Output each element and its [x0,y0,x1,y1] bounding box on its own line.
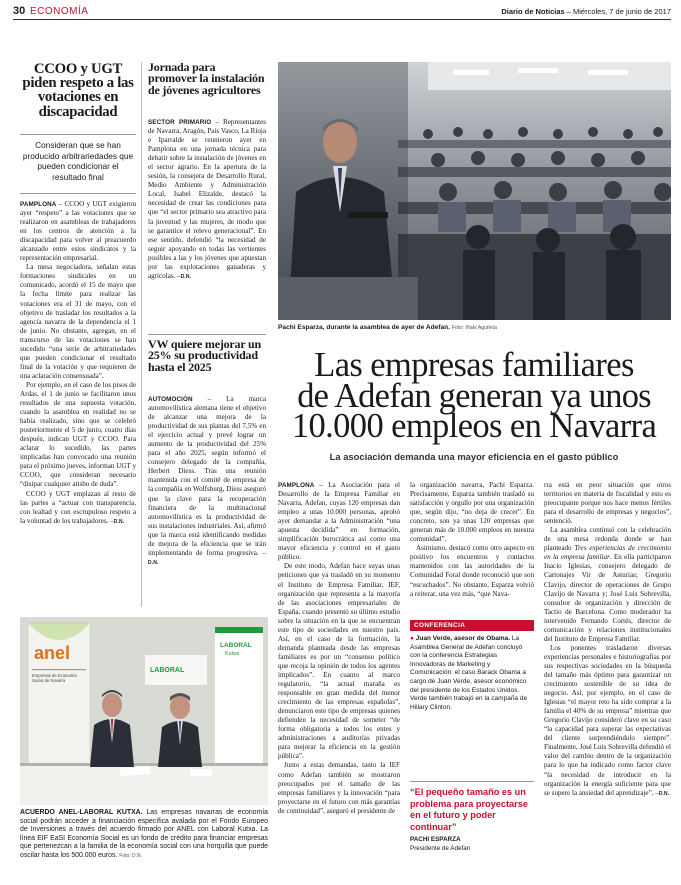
main-col3-p2-italic: Tres experiencias de crecimiento en la empresa familiar [544,544,671,562]
brief-ccoo [20,62,136,119]
brief-ccoo-signature: D.N. [113,518,125,525]
conferencia-body: La Asamblea General de Adefan concluyó con la conferencia Estrategias Innovadoras de Marketing y Comunicación: el caso Barack Obama a cargo de Juan Verde, asesor económico del presidente de los Estados Unidos. Verde también trabajó en la campaña de Hillary Clinton. [410,635,528,711]
deck-rule-top [20,134,136,135]
brief-vw-body [148,395,266,568]
main-col3-p2a: La asamblea continuó con la celebración de una mesa redonda donde se han planteado [544,526,671,553]
brief-ccoo-deck: Consideran que se han producido arbitrariedades que pueden condicionar el resultado final [22,140,134,182]
laboral-logo-text: LABORAL [220,642,252,649]
kutxa-logo-text: Kutxa [225,651,240,657]
main-col1-p1: – La Asociación para el Desarrollo de la Empresa Familiar en Navarra, Adefan, cuyas 120 empresas dan empleo a unas 10.000 personas, aprobó ayer demandar a la Administración “una apuesta decidida” en formación, simplificación burocrática así como una mayor eficiencia y control en el gasto público. [278,481,400,562]
anel-photo-caption [20,809,268,861]
main-headline-line1: Las empresas familiares [314,346,634,384]
brief-jornada-lead: SECTOR PRIMARIO [148,119,212,126]
anel-caption-bold: ACUERDO ANEL-LABORAL KUTXA. [20,809,143,816]
column-rule-1 [141,62,142,607]
main-col1-p2: De este modo, Adefan hace suyas unas peticiones que ya trasladó en su momento el Instituto de Empresa Familiar, IEF, organización que representa a la mayoría de las asociaciones empresariales de España, cuando presentó su último estudio sobre la situación en la que se encuentran este tipo de sociedades en nuestro país. Así, en el caso de la formación, la demanda planteada desde las empresas familiares es por un “consenso político que recoja la opinión de todos los agentes implicados”. En cuanto al marco regulatorio, “la actual maraña es responsable en gran medida del menor crecimiento de las empresas españolas”, denunciaron este tipo de empresas quienes defienden la necesidad de someter “de forma obligatoria a todos los entes y administraciones a auditorías privadas para mejorar la eficiencia en la gestión pública”. [278,562,400,761]
brief-separator [148,334,266,335]
main-col1-p3: Junto a estas demandas, tanto la IEF como Adefan también se mostraron preocupados por el tamaño de las empresas familiares y la innovación “para proyectarse en el futuro con más garantías de continuidad”, aseguró el presidente de [278,761,400,815]
bullet-icon: ● [410,635,414,642]
quote-role: Presidente de Adefan [410,845,471,852]
main-headline-line2: de Adefan generan ya unos [297,376,651,415]
header-rule [13,19,671,20]
signing-photo-illustration [20,617,268,805]
main-headline [276,346,672,445]
main-col3-p2b: . En ella participaron Inacio Iglesias, consejero delegado de Cartonajes Vir de Asturias; Gregorio Clavijo, director de operaciones de Grupo Clavijo de Navarra y; José Luis Sobrevilla, consultor de organización y dirección de Tactio de Barcelona. Como moderador ha intervenido Fernando Cortés, director de comunicación y relaciones institucionales del Instituto de Empresa Familiar. [544,553,671,643]
main-subhead: La asociación demanda una mayor eficiencia en el gasto público [329,451,619,462]
main-col3-p3: Los ponentes trasladaron diversas experiencias personales e historiografías por sus respectivas sociedades en la búsqueda del tamaño más óptimo para garantizar un crecimiento sostenible de su idea de negocio. Así, por ejemplo, en el caso de Iglesias “el mayor reto ha sido comprar a la familia el 40% de su empresa” mientras que Gregorio Clavijo consideró clave en su caso “la capacidad para superar las expectativas del cliente sorprendiéndolo siempre”. Finalmente, José Luis Sobrevilla defendió el valor del cambio dentro de la organización para lo que ha indicado como factor clave “la necesidad de introducir en la organización la energía suficiente para que se supere la ansiedad del aprendizaje”. – [544,643,671,797]
brief-ccoo-body [20,200,136,527]
main-col2-p1: la organización navarra, Pachi Esparza. Precisamente, Esparza también trasladó su satisfacción y orgullo por una organización que, según dijo, “no deja de crecer”. En concreto, son ya unas 120 empresas que generan más de 10.000 empleos en nuestra comunidad”. [410,481,534,544]
main-story-signature: D.N. [658,790,670,797]
brief-ccoo-p2: La mesa negociadora, señalan estas formaciones sindicales en un comunicado, acordó el 15 de mayo que la fecha límite para realizar las votaciones era el 31 de mayo, con el objetivo de trasladar los resultados a la agencia navarra de la dependencia el 1 de junio. No obstante, agregan, en el transcurso de las votaciones se han sucedido “una serie de arbitrariedades que pueden condicionar el resultado final de la votación y que requieren de una aclaración consensuada”. [20,263,136,380]
anel-logo: anel [34,643,71,663]
brief-ccoo-p1: – CCOO y UGT exigieron ayer “respeto” a las votaciones que se realizaron en asambleas de trabajadores en los centros de atención a la discapacidad para volver al preacuerdo alcanzado entre estos sindicatos y la representación empresarial. [20,200,136,263]
main-story-col1 [278,481,400,816]
brief-vw-p1: – La marca automovilística alemana tiene el objetivo de alcanzar una mejora de la productividad de sus plantas del 7,5% en el ejercicio actual y prevé lograr un aumento de la productividad del 25% para el año 2025, según informó el consejero delegado de la compañía, Herbert Diess. Tras una reunión mantenida con el comité de empresa de la compañía en Wolfsburg, Diess aseguró que la clave para la recuperación financiera de la multinacional automovilística es la productividad de sus instalaciones industriales. Así, afirmó que la marca está identificando medidas de mejora de la eficiencia que se irán implementando de forma progresiva. – [148,395,266,557]
brief-vw-lead: AUTOMOCIÓN [148,396,193,403]
brief-ccoo-headline: CCOO y UGT piden respeto a las votaciones en discapacidad [22,61,134,120]
main-story-location: PAMPLONA [278,482,315,489]
brief-jornada [148,62,266,96]
laboral-wall-text: LABORAL [150,667,185,674]
main-photo-caption [278,324,671,332]
pull-quote: “El pequeño tamaño es un problema para proyectarse en el futuro y poder continuar” [410,787,528,832]
main-photo-caption-text: Pachi Esparza, durante la asamblea de ayer de Adefan. [278,324,450,331]
brief-vw-signature: D.N. [148,559,159,566]
section-label: ECONOMÍA [30,6,89,17]
main-photo [278,62,671,320]
conference-photo-illustration [278,62,671,320]
conferencia-bold: Juan Verde, asesor de Obama. [415,635,511,642]
anel-caption-text: Las empresas navarras de economía social podrán acceder a financiación específica avalada por el Fondo Europeo de Inversiones a través del acuerdo firmado por ANEL con Laboral Kutxa. La línea EIF EaSI Economía Social es un fondo de crédito para financiar empresas que pertenezcan a la familia de la economía social con una horquilla que puede oscilar hasta los 500.000 euros. [20,809,269,859]
anel-banner-text: Empresas de Economía Social de Navarra [32,673,77,683]
brief-ccoo-location: PAMPLONA [20,201,57,208]
page-number: 30 [13,5,26,17]
conferencia-box [410,620,534,712]
newspaper-name: Diario de Noticias [501,7,565,16]
deck-rule-bottom [20,193,136,194]
anel-photo-credit: Foto: D.N. [119,852,143,859]
main-story-col3 [544,481,671,799]
brief-vw [148,339,266,373]
quote-rule [410,781,534,782]
conferencia-label: CONFERENCIA [410,620,534,631]
brief-jornada-body [148,118,266,282]
main-col3-p1: rra está en peor situación que otros territorios en materia de fiscalidad y esto es preocupante porque nos hace menos fértiles para el desarrollo de empresas y negocios”, sentenció. [544,481,671,526]
anel-photo [20,617,268,805]
brief-jornada-headline: Jornada para promover la instalación de jóvenes agricultores [148,60,265,97]
main-headline-line3: 10.000 empleos en Navarra [291,407,657,445]
brief-ccoo-p3: Por ejemplo, en el caso de los pisos de Ardas, el 1 de junio se facilitaron unos resultados de una supuesta votación, cuando la asamblea en realidad no se había realizado, sino que se celebró posteriormente el 5 de junio, cuatro días después, indican UGT y CCOO. Para aclarar lo sucedido, las partes implicadas han convocado una reunión para el próximo jueves, informan UGT y CCOO, que consideran necesario “disipar cualquier atisbo de duda”. [20,380,136,489]
brief-vw-headline: VW quiere mejorar un 25% su productividad hasta el 2025 [148,337,261,374]
page-header [13,5,671,19]
brief-jornada-p1: – Representantes de Navarra, Aragón, País Vasco, La Rioja e Iparralde se reunieron ayer en Pamplona en una jornada técnica para debatir sobre la instalación de jóvenes en el sector agrario. En la apertura de la sesión, la consejera de Desarrollo Rural, Medio Ambiente y Administración Local, Isabel Elizalde, destacó la necesidad de crear las condiciones para que “el sector primario sea atractivo para la juventud y las mujeres, de modo que se garantice el relevo generacional”. En ese sentido, defendió “la necesidad de seguir apoyando en todas las vertientes posibles a las y los jóvenes que apuestan por las explotaciones ganaderas y agrícolas. – [148,118,266,280]
main-photo-credit: Foto: Iñaki Aguileta [451,325,497,331]
main-story-col2 [410,481,534,599]
quote-author: PACHI ESPARZA [410,836,461,843]
brief-ccoo-p4: CCOO y UGT emplazan al resto de las partes a “actuar con transparencia, con lealtad y con escrupuloso respeto a la voluntad de los trabajadores. – [20,489,136,525]
header-right [501,7,671,16]
main-col2-p2: Asimismo, destacó como otro aspecto en positivo los encuentros y contactos mantenidos con las autoridades de la Comunidad Foral donde reconoció que son “escuchados”. No obstante, Esparza volvió a reiterar, una vez más, “que Nava- [410,544,534,598]
header-date: – Miércoles, 7 de junio de 2017 [564,7,671,16]
conferencia-text [410,635,534,712]
brief-jornada-signature: D.N. [180,273,192,280]
